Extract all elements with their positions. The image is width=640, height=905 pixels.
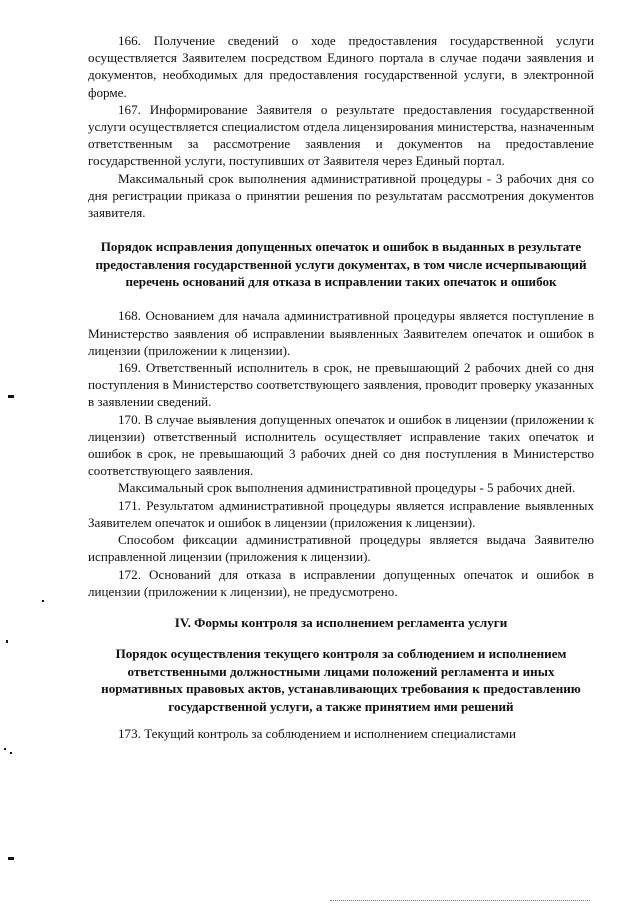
scan-mark [4, 748, 6, 750]
paragraph-173: 173. Текущий контроль за соблюдением и исполнением специалистами [118, 725, 517, 741]
scan-mark [8, 395, 14, 398]
scan-bottom-edge [330, 900, 590, 902]
paragraph-172: 172. Оснований для отказа в исправлении допущенных опечаток и ошибок в лицензии (приложении к лицензии), не предусмотрено. [88, 566, 594, 599]
heading-section-4: IV. Формы контроля за исполнением регламента услуги [174, 614, 508, 630]
paragraph-171: 171. Результатом административной процедуры является исправление выявленных Заявителем опечаток и ошибок в лицензии (приложения к лицензии). [88, 497, 594, 530]
paragraph-168: 168. Основанием для начала административной процедуры является поступление в Министерство заявления об исправлении выявленных Заявителем опечаток и ошибок в лицензии (приложении к лицензии). [88, 308, 594, 358]
document-page [88, 32, 594, 742]
paragraph-170-max-term: Максимальный срок выполнения административной процедуры - 5 рабочих дней. [118, 480, 576, 496]
paragraph-166: 166. Получение сведений о ходе предоставления государственной услуги осуществляется Заявителем посредством Единого портала в случае подачи заявления и документов, необходимых для предоставления государственной услуги, в электронной форме. [88, 33, 594, 100]
scan-mark [42, 600, 44, 602]
heading-correction-procedure: Порядок исправления допущенных опечаток и ошибок в выданных в результате предоставления государственной услуги документах, в том числе исчерпывающий перечень оснований для отказа в исправлении таких опечаток и ошибок [95, 239, 587, 290]
paragraph-171-fixation: Способом фиксации административной процедуры является выдача Заявителю исправленной лицензии (приложения к лицензии). [88, 532, 594, 565]
scan-mark [8, 857, 14, 860]
scan-mark [10, 752, 12, 754]
paragraph-169: 169. Ответственный исполнитель в срок, не превышающий 2 рабочих дней со дня поступления в Министерство соответствующего заявления, проводит проверку указанных в заявлении сведений. [88, 360, 594, 410]
paragraph-167-max-term: Максимальный срок выполнения административной процедуры - 3 рабочих дня со дня регистрации приказа о принятии решения по результатам рассмотрения документов заявителя. [88, 170, 594, 221]
paragraph-167: 167. Информирование Заявителя о результате предоставления государственной услуги осуществляется специалистом отдела лицензирования министерства, назначенным ответственным за рассмотрение заявления и документов на предоставление государственной услуги, поступивших от Заявителя через Единый портал. [88, 101, 594, 169]
heading-current-control: Порядок осуществления текущего контроля за соблюдением и исполнением ответственными должностными лицами положений регламента и иных нормативных правовых актов, устанавливающих требования к предоставлению государственной услуги, а также принятием ими решений [101, 646, 581, 714]
scan-mark [6, 640, 8, 643]
paragraph-170: 170. В случае выявления допущенных опечаток и ошибок в лицензии (приложении к лицензии) ответственный исполнитель осуществляет исправление таких опечаток и ошибок в срок, не превышающий 3 рабочих дней со дня поступления в Министерство соответствующего заявления. [88, 411, 594, 479]
